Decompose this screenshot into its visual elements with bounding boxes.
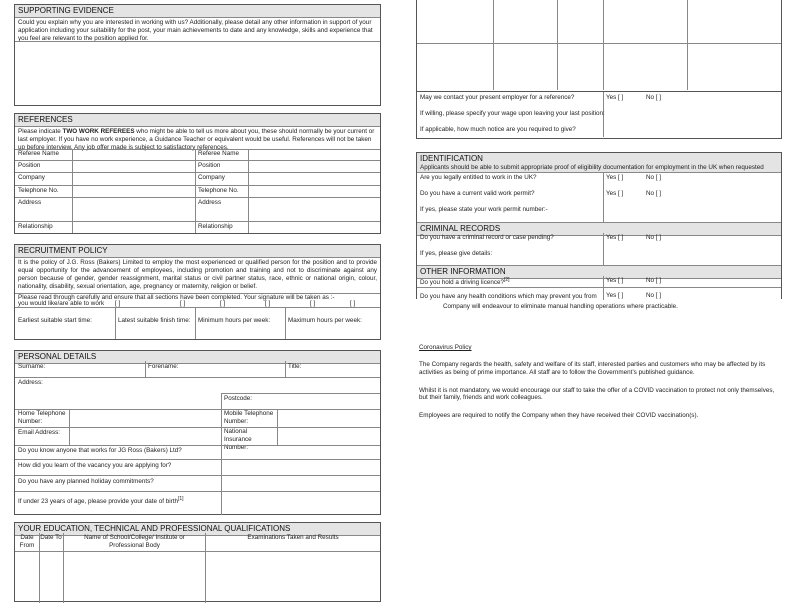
wage-question: If willing, please specify your wage upon leaving your last position: bbox=[420, 110, 605, 117]
legal-entitlement-question: Are you legally entitled to work in the UK? bbox=[420, 174, 537, 181]
referee1-name-label: Referee Name bbox=[18, 150, 59, 157]
date-of-birth-question: If under 23 years of age, please provide your date of birth[1] bbox=[18, 496, 184, 506]
criminal-record-yes[interactable]: Yes [ ] bbox=[606, 234, 624, 241]
criminal-record-question: Do you have a criminal record or case pending? bbox=[420, 234, 554, 241]
driving-licence-no[interactable]: No [ ] bbox=[646, 277, 662, 284]
supporting-evidence-answer-area[interactable] bbox=[15, 41, 380, 106]
driving-licence-question: Do you hold a driving licence?[2] bbox=[420, 277, 510, 287]
referee2-telephone-label: Telephone No. bbox=[198, 187, 239, 194]
mobile-telephone-label: Mobile Telephone Number: bbox=[224, 410, 274, 425]
referee1-position-label: Position bbox=[18, 162, 41, 169]
min-hours-label: Minimum hours per week: bbox=[198, 317, 271, 324]
date-to-header: Date To bbox=[40, 534, 62, 541]
supporting-evidence-section bbox=[14, 4, 381, 106]
personal-details-section bbox=[14, 350, 381, 515]
supporting-evidence-title: SUPPORTING EVIDENCE bbox=[15, 5, 380, 18]
address-label: Address: bbox=[18, 379, 43, 386]
references-section bbox=[14, 113, 381, 234]
availability-checkbox-1[interactable]: [ ] bbox=[115, 300, 121, 307]
forename-label: Forename: bbox=[148, 363, 179, 370]
exams-header: Examinations Taken and Results bbox=[247, 534, 339, 541]
criminal-record-no[interactable]: No [ ] bbox=[646, 234, 662, 241]
referee2-address-label: Address bbox=[198, 199, 222, 206]
references-table bbox=[15, 149, 380, 233]
referee2-company-label: Company bbox=[198, 174, 225, 181]
identification-section bbox=[416, 152, 782, 299]
recruitment-policy-section bbox=[14, 244, 381, 340]
education-title: YOUR EDUCATION, TECHNICAL AND PROFESSIONAL QUALIFICATIONS bbox=[15, 523, 380, 536]
health-conditions-no[interactable]: No [ ] bbox=[646, 292, 662, 299]
coronavirus-policy-p1: The Company regards the health, safety and welfare of its staff, interested parties and customers who may be affected by its activities as being of prime importance. All staff are to follow the Government’s published guidance. bbox=[419, 360, 766, 376]
work-permit-number-label: If yes, please state your work permit number:- bbox=[420, 206, 548, 213]
manual-handling-note: Company will endeavour to eliminate manual handling operations where practicable. bbox=[443, 303, 678, 310]
availability-checkbox-3[interactable]: [ ] bbox=[220, 300, 226, 307]
referee2-position-label: Position bbox=[198, 162, 221, 169]
surname-label: Surname: bbox=[18, 363, 46, 370]
availability-checkbox-5[interactable]: [ ] bbox=[310, 300, 316, 307]
know-anyone-question: Do you know anyone that works for JG Ross (Bakers) Ltd? bbox=[18, 447, 182, 454]
references-title: REFERENCES bbox=[15, 114, 380, 127]
availability-checkbox-2[interactable]: [ ] bbox=[180, 300, 186, 307]
recruitment-notice: Please read through carefully and ensure that all sections have been completed. Your signature will be taken as :- bbox=[15, 293, 380, 302]
date-from-header: Date From bbox=[19, 534, 35, 549]
legal-entitlement-no[interactable]: No [ ] bbox=[646, 174, 662, 181]
legal-entitlement-yes[interactable]: Yes [ ] bbox=[606, 174, 624, 181]
postcode-label: Postcode: bbox=[224, 395, 253, 402]
home-telephone-label: Home Telephone Number: bbox=[18, 410, 66, 425]
referee2-name-label: Referee Name bbox=[198, 150, 239, 157]
contact-employer-no[interactable]: No [ ] bbox=[646, 94, 662, 101]
recruitment-policy-title: RECRUITMENT POLICY bbox=[15, 245, 380, 258]
notice-question: If applicable, how much notice are you required to give? bbox=[420, 126, 576, 133]
employment-history-table bbox=[416, 0, 782, 92]
email-label: Email Address: bbox=[18, 429, 60, 436]
school-header: Name of School/College/ Institute or Professional Body bbox=[84, 534, 185, 549]
references-intro: Please indicate TWO WORK REFEREES who might be able to tell us more about you, these should normally be your current or last employer. If you have no work experience, a Guidance Teacher or equivalent would be useful. References will not be taken up before interview. Any job offer made is subject to satisfactory references. bbox=[18, 128, 375, 151]
supporting-evidence-instructions: Could you explain why you are interested in working with us? Additionally, please detail any other information in support of your application including your suitability for the post, your main achievements to date and any knowledge, skills and experience that you feel are relevant to the position applied for. bbox=[18, 19, 373, 42]
referee1-company-label: Company bbox=[18, 174, 45, 181]
coronavirus-policy-title: Coronavirus Policy bbox=[419, 344, 472, 351]
availability-checkbox-4[interactable]: [ ] bbox=[265, 300, 271, 307]
title-label: Title: bbox=[288, 363, 302, 370]
referee2-relationship-label: Relationship bbox=[198, 223, 233, 230]
referee1-relationship-label: Relationship bbox=[18, 223, 53, 230]
ni-number-label: National Insurance Number: bbox=[224, 428, 252, 451]
employer-reference-section bbox=[416, 92, 782, 139]
availability-label: you would like/are able to work bbox=[18, 300, 105, 307]
finish-time-label: Latest suitable finish time: bbox=[118, 317, 191, 324]
education-section bbox=[14, 522, 381, 602]
criminal-records-title: CRIMINAL RECORDS bbox=[417, 222, 781, 236]
coronavirus-policy-p3: Employees are required to notify the Company when they have received their COVID vaccination(s). bbox=[419, 412, 699, 420]
referee2-name-input[interactable] bbox=[249, 150, 379, 160]
referee1-telephone-label: Telephone No. bbox=[18, 187, 59, 194]
referee1-address-label: Address bbox=[18, 199, 42, 206]
coronavirus-policy bbox=[419, 344, 783, 420]
identification-subtitle: Applicants should be able to submit appropriate proof of eligibility documentation for employment in the UK when requested bbox=[417, 164, 781, 173]
contact-employer-yes[interactable]: Yes [ ] bbox=[606, 94, 624, 101]
other-information-title: OTHER INFORMATION bbox=[417, 265, 781, 279]
work-permit-question: Do you have a current valid work permit? bbox=[420, 190, 535, 197]
criminal-details-label: If yes, please give details: bbox=[420, 250, 493, 257]
work-permit-no[interactable]: No [ ] bbox=[646, 190, 662, 197]
max-hours-label: Maximum hours per week: bbox=[288, 317, 362, 324]
recruitment-policy-text: It is the policy of J.G. Ross (Bakers) Limited to employ the most experienced or qualified person for the position and to provide equal opportunity for the advancement of employees, including promotion and training and not to discriminate against any person because of gender, gender reassignment, marital status or civil partner status, race, ethnic or national origin, colour, nationality, disability, sexual orientation, age, pregnancy or maternity, religion or belief. bbox=[18, 259, 377, 290]
health-conditions-question: Do you have any health conditions which may prevent you from bbox=[420, 293, 597, 300]
contact-employer-question: May we contact your present employer for a reference? bbox=[420, 94, 575, 101]
coronavirus-policy-p2: Whilst it is not mandatory, we would encourage our staff to take the offer of a COVID vaccination to protect not only themselves, but their family, friends and work colleagues. bbox=[419, 386, 775, 402]
holiday-question: Do you have any planned holiday commitments? bbox=[18, 478, 154, 485]
identification-title: IDENTIFICATION bbox=[417, 153, 781, 164]
start-time-label: Earliest suitable start time: bbox=[18, 317, 92, 324]
vacancy-source-question: How did you learn of the vacancy you are applying for? bbox=[18, 462, 172, 469]
driving-licence-yes[interactable]: Yes [ ] bbox=[606, 277, 624, 284]
work-permit-yes[interactable]: Yes [ ] bbox=[606, 190, 624, 197]
personal-details-title: PERSONAL DETAILS bbox=[15, 351, 380, 364]
health-conditions-yes[interactable]: Yes [ ] bbox=[606, 292, 624, 299]
availability-checkbox-6[interactable]: [ ] bbox=[350, 300, 356, 307]
referee1-name-input[interactable] bbox=[73, 150, 194, 160]
